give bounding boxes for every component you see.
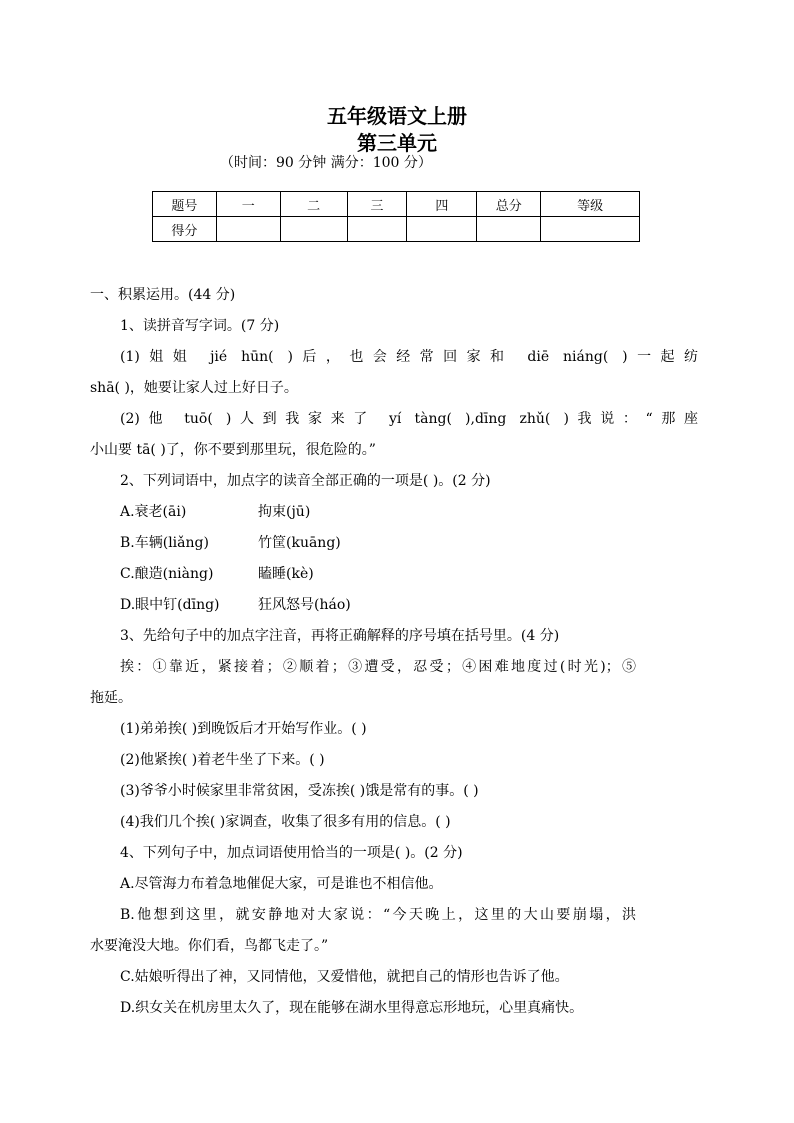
question-heading: 3、先给句子中的加点字注音，再将正确解释的序号填在括号里。(4 分) [120,628,560,644]
score-table [152,191,640,242]
question-heading: 2、下列词语中，加点字的读音全部正确的一项是( )。(2 分) [120,473,491,489]
option-a: A.尽管海力布着急地催促大家，可是谁也不相信他。 [120,876,443,892]
table-cell: 二 [280,192,347,217]
option-b-word2: 竹筐(kuāng) [258,535,341,551]
score-cell[interactable] [280,217,347,242]
score-cell[interactable] [541,217,640,242]
score-cell[interactable] [407,217,477,242]
option-d: D.眼中钉(dīng) [120,597,220,613]
sentence-item: (1)弟弟挨( )到晚饭后才开始写作业。( ) [120,721,367,737]
page-title: 五年级语文上册 [327,104,467,128]
exam-time-and-score: （时间：90 分钟 满分：100 分） [220,155,432,171]
question-line: 小山要 tā( )了，你不要到那里玩，很危险的。” [90,442,376,458]
definition-line: 拖延。 [90,690,132,706]
sentence-item: (4)我们几个挨( )家调查，收集了很多有用的信息。( ) [120,814,451,830]
question-line: (1)姐姐 jié hūn( )后，也会经常回家和 diē niáng( )一起纺 [120,349,698,365]
score-table-score-row [153,217,640,242]
table-cell: 一 [216,192,280,217]
option-b-continued: 水要淹没大地。你们看，鸟都飞走了。” [90,938,329,954]
table-cell: 三 [347,192,407,217]
option-c-word2: 瞌睡(kè) [258,566,314,582]
score-table-header-row [153,192,640,217]
table-cell: 得分 [153,217,217,242]
sentence-item: (2)他紧挨( )着老牛坐了下来。( ) [120,752,325,768]
table-cell: 等级 [541,192,640,217]
question-heading: 4、下列句子中，加点词语使用恰当的一项是( )。(2 分) [120,845,463,861]
question-heading: 1、读拼音写字词。(7 分) [120,318,280,334]
definition-line: 挨：①靠近，紧接着；②顺着；③遭受，忍受；④困难地度过(时光)；⑤ [120,659,636,675]
score-cell[interactable] [477,217,541,242]
unit-title: 第三单元 [357,131,437,155]
option-d: D.织女关在机房里太久了，现在能够在湖水里得意忘形地玩，心里真痛快。 [120,1000,584,1016]
option-a: A.衰老(āi) [120,504,187,520]
section-heading: 一、积累运用。(44 分) [90,287,236,303]
option-c: C.酿造(niàng) [120,566,214,582]
option-b: B.他想到这里，就安静地对大家说：“今天晚上，这里的大山要崩塌，洪 [120,907,636,923]
question-line: (2)他 tuō( )人到我家来了 yí tàng( ),dīng zhǔ( )我说：“那座 [120,411,698,427]
question-line: shā( )，她要让家人过上好日子。 [90,380,298,396]
table-cell: 四 [407,192,477,217]
option-d-word2: 狂风怒号(háo) [258,597,351,613]
option-b: B.车辆(liǎng) [120,535,209,551]
table-cell: 题号 [153,192,217,217]
score-cell[interactable] [216,217,280,242]
sentence-item: (3)爷爷小时候家里非常贫困，受冻挨( )饿是常有的事。( ) [120,783,479,799]
score-cell[interactable] [347,217,407,242]
option-a-word2: 拘束(jū) [258,504,311,520]
option-c: C.姑娘听得出了神，又同情他，又爱惜他，就把自己的情形也告诉了他。 [120,969,569,985]
table-cell: 总分 [477,192,541,217]
